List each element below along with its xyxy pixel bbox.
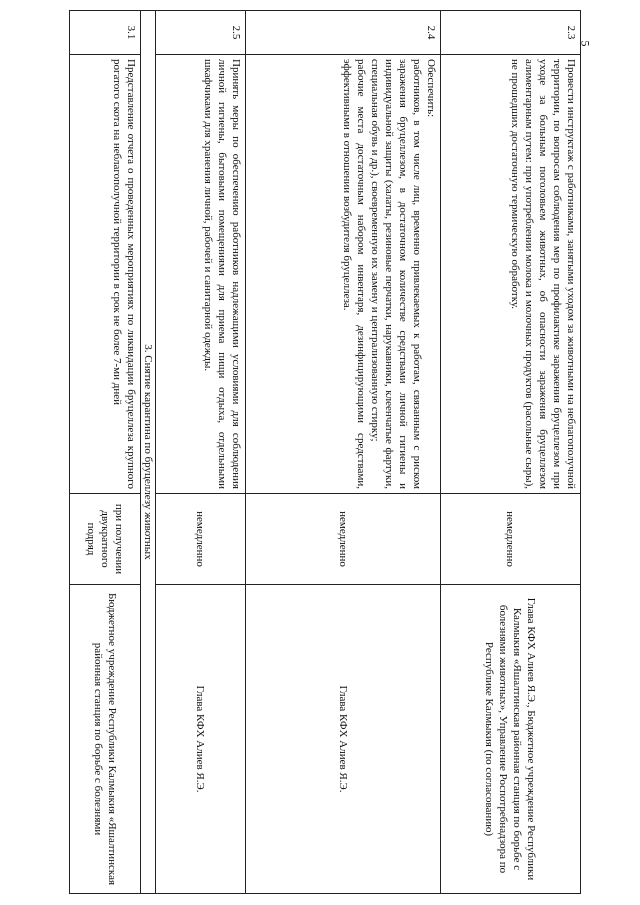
section-title: 3. Снятие карантина по бруцеллезу животных: [141, 11, 156, 894]
row-action: Представление отчета о проведенных мероприятиях по ликвидации бруцеллеза крупного рогатого скота на неблагополучной территории в срок не более 7-ми дней: [70, 55, 141, 494]
row-action: Провести инструктаж с работниками, занятыми уходом за животными на неблагополучной территории, по вопросам соблюдения мер по профилактике заражения бруцеллезом при уходе за больным поголовьем животных, об опасности заражения бруцеллезом алиментарным путем: при употреблении молока и молочных продуктов (расольные сыры), не прошедших достаточную термическую обработку.: [441, 55, 581, 494]
action-line: рабочие места достаточным набором инвентаря, дезинфицирующими средствами, эффективными в отношении возбудителя бруцеллеза.: [341, 59, 367, 489]
row-action: [246, 55, 441, 494]
row-responsible: Глава КФХ Алиев Я.Э.: [156, 585, 246, 894]
page-number: 5: [578, 40, 593, 47]
row-responsible: Глава КФХ Алиев Я.Э., Бюджетное учреждение Республики Калмыкия «Яшалтинская районная станция по борьбе с болезнями животных», Управление Роспотребнадзора по Республике Калмыкия (по согласованию): [441, 585, 581, 894]
row-deadline: немедленно: [156, 494, 246, 585]
action-line: работников, в том числе лиц, временно привлекаемых к работам, связанным с риском заражения бруцеллезом, в достаточном количестве средствами личной гигиены и индивидуальной защиты (халаты, резиновые перчатки, нарукавники, клеенчатые фартуки, специальная обувь и др.), своевременную их замену и централизованную стирку;: [369, 59, 423, 489]
row-number: 2.3: [441, 11, 581, 55]
table-row: [156, 11, 246, 894]
measures-table: [69, 10, 581, 894]
row-number: 3.1: [70, 11, 141, 55]
table-row: [70, 11, 141, 894]
table-row: [246, 11, 441, 894]
row-responsible: Глава КФХ Алиев Я.Э.: [246, 585, 441, 894]
row-number: 2.5: [156, 11, 246, 55]
row-deadline: немедленно: [441, 494, 581, 585]
row-responsible: Бюджетное учреждение Республики Калмыкия «Яшалтинская районная станция по борьбе с болезнями: [70, 585, 141, 894]
section-header-row: [141, 11, 156, 894]
table-row: [441, 11, 581, 894]
row-number: 2.4: [246, 11, 441, 55]
measures-table-wrapper: [70, 10, 580, 894]
row-deadline: немедленно: [246, 494, 441, 585]
row-deadline: при получении двукратного подряд: [70, 494, 141, 585]
row-action: Принять меры по обеспечению работников надлежащими условиями для соблюдения личной гигиены, бытовыми помещениями для приема пищи отдыха, отдельными шкафчиками для хранения личной, рабочей и санитарной одежды.: [156, 55, 246, 494]
action-line: Обеспечить:: [425, 59, 437, 118]
